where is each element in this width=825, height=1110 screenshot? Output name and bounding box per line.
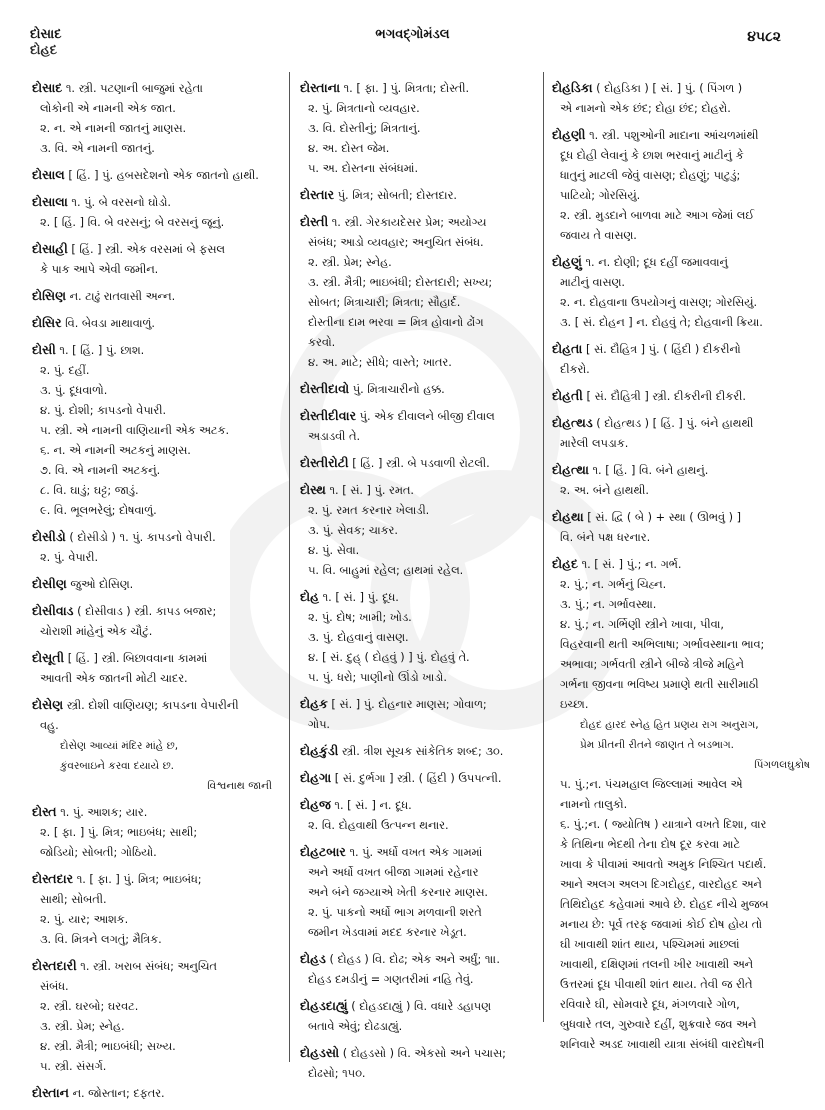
definition-text: વિ. બેવડા માથાવાળું. bbox=[65, 317, 155, 330]
definition-line: ૭. વિ. એ નામની અટકનું. bbox=[40, 464, 161, 477]
definition-text: ૧. સ્ત્રી. પટણાની બાજુમાં રહેતા bbox=[65, 82, 203, 95]
quotation-source: પિંગળલઘુકોષ bbox=[754, 759, 810, 771]
definition-line: કે તિથિના ભેદથી તેના દોષ દૂર કરવા માટે bbox=[560, 838, 741, 851]
definition-text: [ સં. દ્વિ ( બે ) + સ્થા ( ઊભવું ) ] bbox=[587, 511, 741, 524]
definition-line: ૪. પું.; ન. ગર્ભિણી સ્ત્રીને ખાવા, પીવા, bbox=[560, 618, 724, 631]
dictionary-entry bbox=[32, 239, 272, 280]
definition-text: સ્ત્રી. દોશી વાણિયણ; કાપડના વેપારીની bbox=[66, 699, 239, 712]
definition-line: ૩. વિ. દોસ્તીનું; મિત્રતાનું. bbox=[308, 122, 421, 135]
dictionary-entry bbox=[300, 996, 537, 1037]
definition-text: [ હિં. ] સ્ત્રી. એક વરસમાં બે ફસલ bbox=[71, 243, 225, 256]
dictionary-entry bbox=[300, 212, 537, 373]
entry-first-line bbox=[32, 695, 272, 716]
entry-first-line bbox=[552, 386, 810, 407]
headword: દોહડ bbox=[300, 951, 326, 966]
dictionary-entry bbox=[32, 78, 272, 159]
headword: દોસ્તદારી bbox=[32, 958, 77, 973]
definition-text: [ સં. દૌહિત્ર ] પું. ( હિંદી ) દીકરીનો bbox=[585, 343, 741, 356]
quotation-line: પ્રેમ પ્રીતની રીતને જાણત તે બડભાગ. bbox=[580, 739, 734, 751]
definition-line: ૩. પું.; ન. ગર્ભાવસ્થા. bbox=[560, 598, 657, 611]
definition-line: કે પાક આપે એવી જમીન. bbox=[40, 263, 159, 276]
headword: દોસ્તી bbox=[300, 214, 329, 229]
definition-line: જવાય તે વાસણ. bbox=[560, 229, 637, 242]
dictionary-entry bbox=[300, 694, 537, 735]
dictionary-entry bbox=[32, 695, 272, 796]
definition-text: [ હિં. ] પું. હબસદેશનો એક જાતનો હાથી. bbox=[68, 169, 259, 182]
headword: દોસેણ bbox=[32, 697, 64, 712]
definition-line: અડાડવી તે. bbox=[308, 430, 361, 443]
definition-line: શનિવારે અડદ ખાવાથી યાત્રા સંબંધી વારદોષની bbox=[560, 1038, 765, 1051]
page-header bbox=[0, 0, 825, 60]
definition-text: ૧. [ સં. ] પું. રમત. bbox=[329, 484, 414, 497]
dictionary-entry bbox=[32, 340, 272, 521]
definition-line: ૨. પું. રમત કરનાર ખેલાડી. bbox=[308, 504, 430, 517]
entry-first-line bbox=[552, 507, 810, 528]
entry-first-line bbox=[32, 869, 272, 890]
definition-line: ૨. પું. મિત્રતાનો વ્યવહાર. bbox=[308, 102, 420, 115]
dictionary-entry bbox=[300, 453, 537, 474]
entry-first-line bbox=[32, 601, 272, 622]
headword: દોસાદ bbox=[32, 80, 63, 95]
entry-first-line bbox=[32, 313, 272, 334]
dictionary-entry bbox=[300, 587, 537, 688]
entry-first-line bbox=[300, 406, 537, 427]
column-1 bbox=[32, 78, 272, 1110]
dictionary-entry bbox=[552, 460, 810, 501]
definition-line: ૩. પું. દોહવાનું વાસણ. bbox=[308, 631, 409, 644]
definition-line: ૨. પું. દોષ; ખામી; ખોડ. bbox=[308, 611, 412, 624]
headword: દોહડિકા bbox=[552, 80, 593, 95]
definition-line: વિહરવાની થતી અભિલાષા; ગર્ભાવસ્થાના ભાવ; bbox=[560, 638, 765, 651]
definition-text: ( દોહડિકા ) [ સં. ] પું. ( પિંગળ ) bbox=[596, 82, 743, 95]
entry-first-line bbox=[32, 802, 272, 823]
headword: દોસ્ત bbox=[32, 804, 57, 819]
headword: દોહથા bbox=[552, 509, 584, 524]
definition-line: કરવો. bbox=[308, 336, 336, 349]
definition-line: ૫. સ્ત્રી. એ નામની વાણિયાની એક અટક. bbox=[40, 424, 230, 437]
headword: દોસિણ bbox=[32, 288, 66, 303]
headword: દોસાહી bbox=[32, 241, 68, 256]
headword: દોહતી bbox=[552, 388, 583, 403]
entry-first-line bbox=[300, 949, 537, 970]
definition-text: ૧. પું. બે વરસનો ઘોડો. bbox=[71, 196, 171, 209]
definition-line: ૨. [ હિં. ] વિ. બે વરસનું; બે વરસનું જૂનું. bbox=[40, 216, 225, 229]
definition-line: આને અલગ અલગ દિગદોહદ, વારદોહદ અને bbox=[560, 878, 762, 891]
definition-line: ખાવાથી, દક્ષિણમાં તલની ખીર ખાવાથી અને bbox=[560, 958, 754, 971]
headword: દોસ્તદાર bbox=[32, 871, 74, 886]
headword: દોહત્થા bbox=[552, 462, 589, 477]
definition-line: ૪. અ. દોસ્ત જેમ. bbox=[308, 142, 390, 155]
definition-line: સાથી; સોબતી. bbox=[40, 893, 107, 906]
definition-line: માટીનું વાસણ. bbox=[560, 276, 625, 289]
definition-line: અને અર્ધો વખત બીજા ગામમાં રહેનાર bbox=[308, 866, 479, 879]
entry-first-line bbox=[552, 125, 810, 146]
dictionary-entry bbox=[32, 286, 272, 307]
definition-line: ૨. વિ. દોહવાથી ઉત્પન્ન થનાર. bbox=[308, 819, 449, 832]
definition-line: મનાય છે: પૂર્વ તરફ જવામાં કોઈ દોષ હોય તો bbox=[560, 918, 763, 931]
entry-first-line bbox=[552, 78, 810, 99]
headword: દોહણું bbox=[552, 254, 582, 269]
headword: દોસીવાડ bbox=[32, 603, 74, 618]
page-number: ૪૫૮૨ bbox=[747, 29, 781, 45]
dictionary-entry bbox=[32, 1083, 272, 1104]
dictionary-entry bbox=[552, 78, 810, 119]
definition-line: ગોપ. bbox=[308, 718, 330, 731]
quotation-line: દોસેણ આવ્યાં મંદિર માંહે છ, bbox=[60, 740, 179, 752]
dictionary-entry bbox=[300, 795, 537, 836]
headword: દોહજ bbox=[300, 797, 331, 812]
definition-line: દોસ્તીના દામ ભરવા = મિત્ર હોવાનો ઢોંગ bbox=[308, 316, 484, 329]
headword: દોસીડો bbox=[32, 529, 66, 544]
entry-first-line bbox=[552, 339, 810, 360]
dictionary-entry bbox=[32, 313, 272, 334]
headword: દોસાલા bbox=[32, 194, 68, 209]
definition-text: ( દોસીવાડ ) સ્ત્રી. કાપડ બજાર; bbox=[77, 605, 217, 618]
definition-line: રવિવારે ઘી, સોમવારે દૂધ, મંગળવારે ગોળ, bbox=[560, 998, 740, 1011]
entry-first-line bbox=[300, 185, 537, 206]
headword: દોસાલ bbox=[32, 167, 65, 182]
definition-text: ( દોસીડો ) ૧. પું. કાપડનો વેપારી. bbox=[69, 531, 216, 544]
headword: દોસ્તાન bbox=[32, 1085, 69, 1100]
definition-line: નામનો તાલુકો. bbox=[560, 798, 628, 811]
headword: દોહક bbox=[300, 696, 328, 711]
definition-line: ૪. [ સં. દુહ્ ( દોહવું ) ] પું. દોહવું તે. bbox=[308, 651, 470, 664]
definition-text: સ્ત્રી. ત્રીશ સૂચક સાંકેતિક શબ્દ; ૩૦. bbox=[341, 745, 504, 758]
dictionary-entry bbox=[552, 386, 810, 407]
definition-line: ૪. પું. સેવા. bbox=[308, 544, 360, 557]
definition-line: પાટિયો; ગોરસિયું. bbox=[560, 189, 641, 202]
headword: દોસિર bbox=[32, 315, 62, 330]
definition-text: [ સં. ] પું. દોહનાર માણસ; ગોવાળ; bbox=[331, 698, 487, 711]
definition-text: ૧. [ ફા. ] પું. મિત્ર; ભાઇબંધ; bbox=[76, 873, 202, 886]
headword: દોહકુંડી bbox=[300, 743, 339, 758]
definition-line: વહુ. bbox=[40, 719, 59, 732]
definition-line: ખાવા કે પીવામાં આવતો અમુક નિશ્ચિત પદાર્થ. bbox=[560, 858, 767, 871]
definition-line: ચોરાશી માંહેનું એક ચૌટું. bbox=[40, 625, 153, 638]
dictionary-entry bbox=[32, 869, 272, 950]
definition-line: ૩. [ સં. દોહન ] ન. દોહવું તે; દોહવાની ક્રિયા. bbox=[560, 316, 763, 329]
column-divider bbox=[289, 72, 290, 1062]
definition-line: સોબત; મિત્રાચારી; મિત્રતા; સૌહાર્દ. bbox=[308, 296, 461, 309]
dictionary-entry bbox=[300, 185, 537, 206]
definition-line: ૨. પું. વેપારી. bbox=[40, 551, 99, 564]
entry-first-line bbox=[300, 587, 537, 608]
definition-line: ૫. સ્ત્રી. સંસર્ગ. bbox=[40, 1060, 107, 1073]
headword: દોહડદાહ્યું bbox=[300, 998, 348, 1013]
definition-text: [ સં. દૌહિત્રી ] સ્ત્રી. દીકરીની દીકરી. bbox=[586, 390, 746, 403]
definition-text: ૧. [ હિં. ] વિ. બંને હાથનું. bbox=[592, 464, 709, 477]
entry-first-line bbox=[300, 480, 537, 501]
entry-first-line bbox=[300, 1043, 537, 1064]
definition-line: ૨. પું. દહીં. bbox=[40, 364, 90, 377]
definition-text: ૧. પું. અર્ધો વખત એક ગામમાં bbox=[349, 846, 483, 859]
definition-line: દૂધ દોહી લેવાનું કે છાશ ભરવાનું માટીનું કે bbox=[560, 149, 744, 162]
definition-line: મારેલી લપડાક. bbox=[560, 437, 629, 450]
definition-line: ૨. પું.; ન. ગર્ભનું ચિહ્ન. bbox=[560, 578, 667, 591]
definition-text: ૧. સ્ત્રી. ગેરકાયદેસર પ્રેમ; અયોગ્ય bbox=[331, 216, 487, 229]
dictionary-entry bbox=[552, 507, 810, 548]
headword: દોસીણ bbox=[32, 576, 67, 591]
definition-line: ૨. અ. બંને હાથથી. bbox=[560, 484, 649, 497]
definition-text: [ સં. દુર્ભગા ] સ્ત્રી. ( હિંદી ) ઉપપત્ની. bbox=[334, 772, 502, 785]
entry-first-line bbox=[300, 212, 537, 233]
entry-first-line bbox=[32, 239, 272, 260]
dictionary-entry bbox=[552, 413, 810, 454]
entry-first-line bbox=[32, 192, 272, 213]
definition-line: દોહડ દમડીનું = ગણતરીમાં નહિ તેવું. bbox=[308, 973, 474, 986]
entry-first-line bbox=[300, 842, 537, 863]
dictionary-entry bbox=[32, 802, 272, 863]
entry-first-line bbox=[300, 694, 537, 715]
definition-text: ( દોહડ ) વિ. દોઢ; એક અને અર્ધું; ૧॥. bbox=[329, 953, 500, 966]
definition-text: ૧. સ્ત્રી. પશુઓની માદાના આંચળમાંથી bbox=[589, 129, 759, 142]
entry-first-line bbox=[32, 1083, 272, 1104]
quotation-source: વિશ્વનાથ જાની bbox=[207, 780, 272, 792]
definition-text: પું. એક દીવાલને બીજી દીવાલ bbox=[359, 410, 495, 423]
definition-line: તિથિદોહદ કહેવામાં આવે છે. દોહદ નીચે મુજબ bbox=[560, 898, 769, 911]
definition-line: ૨. સ્ત્રી. મુડદાને બાળવા માટે આગ જેમાં લઈ bbox=[560, 209, 755, 222]
dictionary-entry bbox=[300, 78, 537, 179]
definition-text: પું. મિત્ર; સોબતી; દોસ્તદાર. bbox=[337, 189, 458, 202]
entry-first-line bbox=[32, 648, 272, 669]
definition-line: લોકોની એ નામની એક જાત. bbox=[40, 102, 176, 115]
column-3 bbox=[552, 78, 810, 1061]
definition-line: સંબંધ; આડો વ્યવહાર; અનુચિત સંબંધ. bbox=[308, 236, 484, 249]
definition-text: [ હિં. ] સ્ત્રી. બિછાવવાના કામમાં bbox=[67, 652, 208, 665]
definition-line: ૫. વિ. બાહુમાં રહેલ; હાથમાં રહેલ. bbox=[308, 564, 464, 577]
dictionary-entry bbox=[300, 842, 537, 943]
headword: દોસ્તાના bbox=[300, 80, 341, 95]
definition-text: ( દોહડસો ) વિ. એકસો અને પચાસ; bbox=[342, 1047, 506, 1060]
definition-line: ૬. ન. એ નામની અટકનું માણસ. bbox=[40, 444, 191, 457]
definition-line: ૨. સ્ત્રી. ઘરબો; ઘરવટ. bbox=[40, 1000, 139, 1013]
definition-line: ૩. વિ. મિત્રને લગતું; મૈત્રિક. bbox=[40, 933, 162, 946]
definition-line: ૩. પું. દૂધવાળો. bbox=[40, 384, 108, 397]
headword: દોહડસો bbox=[300, 1045, 340, 1060]
entry-first-line bbox=[552, 460, 810, 481]
definition-text: ૧. [ ફા. ] પું. મિત્રતા; દોસ્તી. bbox=[343, 82, 470, 95]
definition-line: ધાતુનું માટલી જેવું વાસણ; દોહણું; પાટુડું; bbox=[560, 169, 741, 182]
quotation-line: દોહદ હારદ સ્નેહ હિત પ્રણય રાગ અનુરાગ, bbox=[580, 719, 759, 731]
definition-text: ૧. [ સં. ] પું.; ન. ગર્ભ. bbox=[581, 558, 682, 571]
entry-first-line bbox=[300, 453, 537, 474]
definition-line: ૫. અ. દોસ્તના સંબંધમાં. bbox=[308, 162, 419, 175]
dictionary-entry bbox=[32, 527, 272, 568]
dictionary-entry bbox=[300, 379, 537, 400]
definition-text: ન. ટાઢું રાતવાસી અન્ન. bbox=[69, 290, 176, 303]
dictionary-entry bbox=[300, 768, 537, 789]
headword: દોસ્થ bbox=[300, 482, 326, 497]
dictionary-entry bbox=[300, 741, 537, 762]
definition-line: દીકરો. bbox=[560, 363, 590, 376]
headword: દોસી bbox=[32, 342, 56, 357]
entry-first-line bbox=[32, 340, 272, 361]
definition-line: એ નામનો એક છંદ; દોહા છંદ; દોહરો. bbox=[560, 102, 731, 115]
definition-text: ૧. સ્ત્રી. ખરાબ સંબંધ; અનુચિત bbox=[80, 960, 217, 973]
definition-line: ગર્ભના જીવના ભવિષ્ય પ્રમાણે થતી સારીમાઠી bbox=[560, 678, 759, 691]
entry-first-line bbox=[300, 768, 537, 789]
headword: દોહતા bbox=[552, 341, 583, 356]
definition-line: ૪. અ. માટે; સીધે; વાસ્તે; ખાતર. bbox=[308, 356, 452, 369]
definition-line: સંબંધ. bbox=[40, 980, 69, 993]
definition-line: ૬. પું.;ન. ( જ્યોતિષ ) યાત્રાને વખતે દિશા, વાર bbox=[560, 818, 767, 831]
definition-line: ૫. પું.;ન. પંચમહાલ જિલ્લામાં આવેલ એ bbox=[560, 778, 743, 791]
headword: દોસ્તીરોટી bbox=[300, 455, 349, 470]
definition-line: ૪. સ્ત્રી. મૈત્રી; ભાઇબંધી; સખ્ય. bbox=[40, 1040, 176, 1053]
headword: દોહ bbox=[300, 589, 320, 604]
entry-first-line bbox=[300, 379, 537, 400]
dictionary-entry bbox=[32, 648, 272, 689]
dictionary-entry bbox=[552, 125, 810, 246]
column-2 bbox=[300, 78, 537, 1090]
definition-line: બુધવારે તલ, ગુરુવારે દહીં, શુક્રવારે જવ અને bbox=[560, 1018, 757, 1031]
dictionary-entry bbox=[32, 956, 272, 1077]
dictionary-entry bbox=[32, 165, 272, 186]
definition-line: વિ. બંને પક્ષ ધરનાર. bbox=[560, 531, 651, 544]
entry-first-line bbox=[552, 554, 810, 575]
definition-text: ન. જોસ્તાન; દફતર. bbox=[72, 1087, 165, 1100]
definition-text: ૧. [ હિં. ] પું. છાશ. bbox=[59, 344, 145, 357]
definition-line: ૨. ન. એ નામની જાતનું માણસ. bbox=[40, 122, 187, 135]
dictionary-entry bbox=[300, 949, 537, 990]
entry-first-line bbox=[32, 574, 272, 595]
definition-text: ( દોહડદાહ્યું ) વિ. વધારે ડહાપણ bbox=[351, 1000, 491, 1013]
definition-line: અભાવા; ગર્ભવતી સ્ત્રીને બીજે ત્રીજે મહિને bbox=[560, 658, 744, 671]
dictionary-entry bbox=[552, 252, 810, 333]
dictionary-entry bbox=[300, 480, 537, 581]
definition-text: ૧. [ સં. ] પું. દૂધ. bbox=[322, 591, 399, 604]
headword: દોહણી bbox=[552, 127, 586, 142]
headword: દોહટબાર bbox=[300, 844, 346, 859]
guide-word-bottom: દોહદ bbox=[30, 43, 58, 58]
headword: દોસ્તાર bbox=[300, 187, 335, 202]
entry-first-line bbox=[300, 741, 537, 762]
quotation-line: કુંવરબાઇને કરવા દયાયે છ. bbox=[60, 760, 175, 772]
definition-line: ૩. સ્ત્રી. પ્રેમ; સ્નેહ. bbox=[40, 1020, 125, 1033]
entry-first-line bbox=[32, 286, 272, 307]
column-divider bbox=[543, 72, 544, 1022]
definition-text: ૧. ન. દોણી; દૂધ દહીં જમાવવાનું bbox=[585, 256, 728, 269]
definition-line: ૨. ન. દોહવાના ઉપયોગનું વાસણ; ગોરસિયું. bbox=[560, 296, 758, 309]
definition-line: ૫. પું. ધરો; પાણીનો ઊંડો ખાડો. bbox=[308, 671, 447, 684]
definition-line: ૨. સ્ત્રી. પ્રેમ; સ્નેહ. bbox=[308, 256, 392, 269]
definition-text: પું. મિત્રાચારીનો હક્ક. bbox=[352, 383, 445, 396]
definition-line: ઘી ખાવાથી શાંત થાય, પશ્ચિમમાં માછલાં bbox=[560, 938, 740, 951]
entry-first-line bbox=[32, 956, 272, 977]
entry-first-line bbox=[552, 252, 810, 273]
definition-line: બતાવે એવું; દોઢડાહ્યું. bbox=[308, 1020, 403, 1033]
definition-line: ૯. વિ. ભૂલભરેલું; દોષવાળું. bbox=[40, 504, 157, 517]
definition-line: ૩. વિ. એ નામની જાતનું. bbox=[40, 142, 155, 155]
definition-line: દોઢસો; ૧૫૦. bbox=[308, 1067, 366, 1080]
definition-line: ૮. વિ. ઘાડું; ઘટ્ટ; જાડું. bbox=[40, 484, 139, 497]
entry-first-line bbox=[552, 413, 810, 434]
dictionary-entry bbox=[32, 574, 272, 595]
definition-line: અને બંને જગ્યાએ ખેતી કરનાર માણસ. bbox=[308, 886, 488, 899]
dictionary-entry bbox=[300, 406, 537, 447]
entry-first-line bbox=[32, 165, 272, 186]
headword: દોસૂતી bbox=[32, 650, 65, 665]
definition-line: જોડિયો; સોબતી; ગોઠિયો. bbox=[40, 846, 157, 859]
definition-line: ૩. સ્ત્રી. મૈત્રી; ભાઇબંધી; દોસ્તદારી; સખ્ય; bbox=[308, 276, 493, 289]
entry-first-line bbox=[32, 78, 272, 99]
definition-line: ૪. પું. દોશી; કાપડનો વેપારી. bbox=[40, 404, 167, 417]
dictionary-entry bbox=[32, 601, 272, 642]
entry-first-line bbox=[32, 527, 272, 548]
dictionary-entry bbox=[32, 192, 272, 233]
headword: દોહત્થડ bbox=[552, 415, 593, 430]
definition-line: ઇચ્છા. bbox=[560, 698, 589, 711]
definition-line: ૨. [ ફા. ] પું. મિત્ર; ભાઇબંધ; સાથી; bbox=[40, 826, 198, 839]
page-title: ભગવદ્ગોમંડલ bbox=[375, 27, 450, 42]
headword: દોસ્તીદીવાર bbox=[300, 408, 357, 423]
definition-line: જમીન ખેડવામાં મદદ કરનાર ખેડૂત. bbox=[308, 926, 467, 939]
definition-text: ૧. પું. આશક; યાર. bbox=[60, 806, 148, 819]
definition-text: ( દોહત્થડ ) [ હિં. ] પું. બંને હાથથી bbox=[596, 417, 754, 430]
dictionary-entry bbox=[552, 554, 810, 1055]
entry-first-line bbox=[300, 78, 537, 99]
headword: દોહદ bbox=[552, 556, 578, 571]
guide-word-top: દોસાદ bbox=[30, 27, 62, 42]
definition-line: ૨. પું. યાર; આશક. bbox=[40, 913, 129, 926]
definition-line: આવતી એક જાતની મોટી ચાદર. bbox=[40, 672, 188, 685]
definition-text: [ હિં. ] સ્ત્રી. બે પડવાળી રોટલી. bbox=[352, 457, 490, 470]
dictionary-entry bbox=[552, 339, 810, 380]
definition-text: જુઓ દોસિણ. bbox=[70, 578, 134, 591]
entry-first-line bbox=[300, 795, 537, 816]
entry-first-line bbox=[300, 996, 537, 1017]
headword: દોસ્તીદાવો bbox=[300, 381, 350, 396]
definition-line: ૩. પું. સેવક; ચાકર. bbox=[308, 524, 398, 537]
definition-text: ૧. [ સં. ] ન. દૂધ. bbox=[334, 799, 412, 812]
headword: દોહગા bbox=[300, 770, 332, 785]
definition-line: ૨. પું. પાકનો અર્ધો ભાગ મળવાની શરતે bbox=[308, 906, 482, 919]
definition-line: ઉત્તરમાં દૂધ પીવાથી શાંત થાય. તેવી જ રીતે bbox=[560, 978, 753, 991]
